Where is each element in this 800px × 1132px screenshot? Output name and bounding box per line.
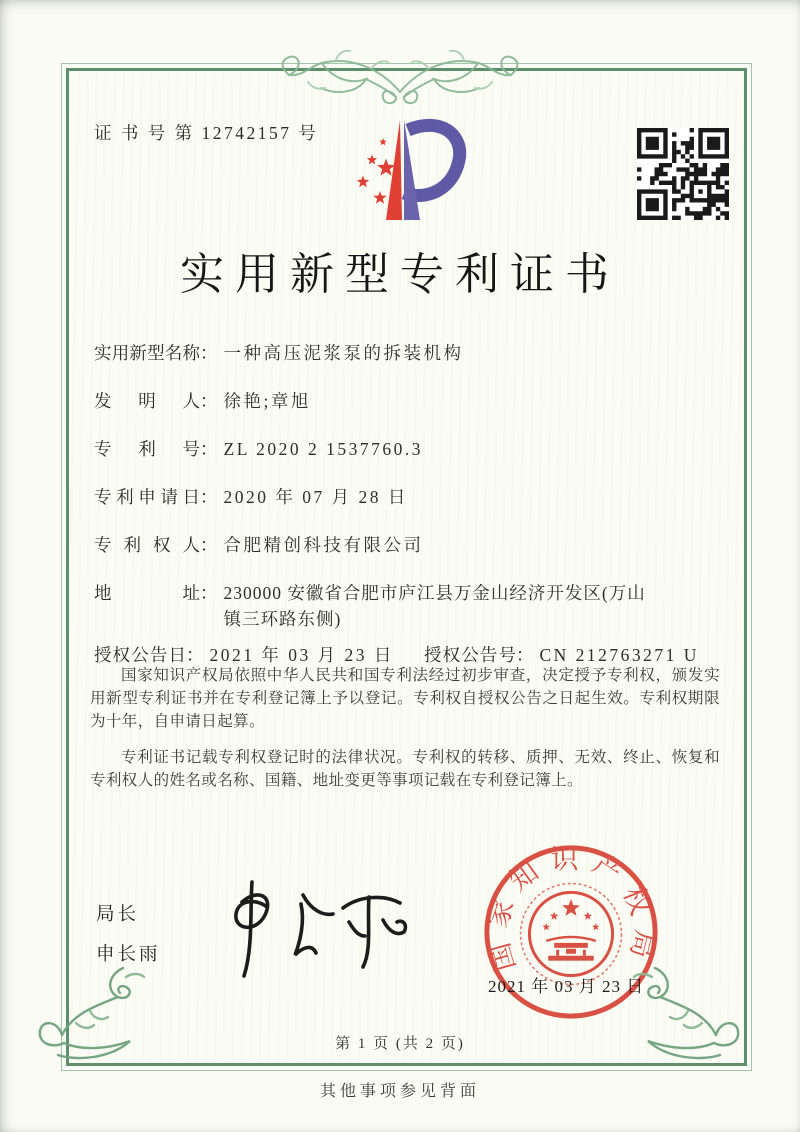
field-label: 实用新型名称 bbox=[94, 343, 200, 363]
field-row-patentee: 专利权人 ： 合肥精创科技有限公司 bbox=[94, 532, 656, 558]
field-value: ZL 2020 2 1537760.3 bbox=[223, 439, 423, 459]
certificate-title: 实用新型专利证书 bbox=[180, 250, 620, 299]
field-row-patent-number: 专利号 ： ZL 2020 2 1537760.3 bbox=[94, 436, 656, 462]
seal-date: 2021 年 03 月 23 日 bbox=[488, 977, 645, 996]
field-value: 230000 安徽省合肥市庐江县万金山经济开发区(万山镇三环路东侧) bbox=[223, 583, 646, 629]
field-value: 2020 年 07 月 28 日 bbox=[223, 487, 408, 507]
national-emblem-icon bbox=[521, 884, 622, 985]
field-label: 授权公告号 bbox=[424, 645, 516, 665]
director-name: 申长雨 bbox=[96, 945, 161, 965]
top-dragon-ornament-icon bbox=[272, 38, 528, 108]
field-label: 授权公告日 bbox=[94, 645, 186, 665]
field-row-filing-date: 专利申请日 ： 2020 年 07 月 28 日 bbox=[94, 484, 656, 510]
certificate-number: 证 书 号 第 12742157 号 bbox=[94, 123, 319, 143]
legal-paragraph-1: 国家知识产权局依照中华人民共和国专利法经过初步审查，决定授予专利权，颁发实用新型专利证书并在专利登记簿上予以登记。专利权自授权公告之日起生效。专利权期限为十年，自申请日起算。 bbox=[90, 667, 720, 730]
cnipa-logo-icon bbox=[336, 112, 474, 224]
field-label: 专利权人 bbox=[94, 535, 200, 555]
field-label: 专利号 bbox=[94, 439, 200, 459]
field-value: 合肥精创科技有限公司 bbox=[223, 535, 424, 555]
field-row-inventor: 发明人 ： 徐艳;章旭 bbox=[94, 388, 656, 414]
grant-date-group: 授权公告日 ： 2021 年 03 月 23 日 bbox=[94, 642, 424, 668]
director-signature-script-icon bbox=[200, 870, 415, 990]
field-value: CN 212763271 U bbox=[539, 645, 699, 665]
field-label: 发明人 bbox=[94, 391, 200, 411]
logo-stars bbox=[357, 138, 395, 204]
qr-code bbox=[637, 128, 729, 220]
legal-paragraph-2: 专利证书记载专利权登记时的法律状况。专利权的转移、质押、无效、终止、恢复和专利权人的姓名或名称、国籍、地址变更等事项记载在专利登记簿上。 bbox=[90, 749, 720, 789]
field-row-utility-model-name: 实用新型名称 ： 一种高压泥浆泵的拆装机构 bbox=[94, 340, 656, 366]
grant-number-group: 授权公告号 ： CN 212763271 U bbox=[424, 642, 699, 668]
certificate-fields bbox=[94, 340, 699, 690]
legal-text-block bbox=[90, 664, 720, 805]
back-note: 其他事项参见背面 bbox=[319, 1083, 480, 1100]
page-number: 第 1 页 (共 2 页) bbox=[335, 1036, 465, 1052]
field-label: 地址 bbox=[94, 583, 200, 603]
field-label: 专利申请日 bbox=[94, 487, 200, 507]
field-value: 徐艳;章旭 bbox=[223, 391, 311, 411]
field-value: 一种高压泥浆泵的拆装机构 bbox=[223, 343, 464, 363]
seal-text: 国家知识产权局 bbox=[480, 843, 662, 975]
field-row-address: 地址 ： 230000 安徽省合肥市庐江县万金山经济开发区(万山镇三环路东侧) bbox=[94, 580, 656, 632]
director-title: 局长 bbox=[96, 905, 140, 925]
field-value: 2021 年 03 月 23 日 bbox=[209, 645, 394, 665]
